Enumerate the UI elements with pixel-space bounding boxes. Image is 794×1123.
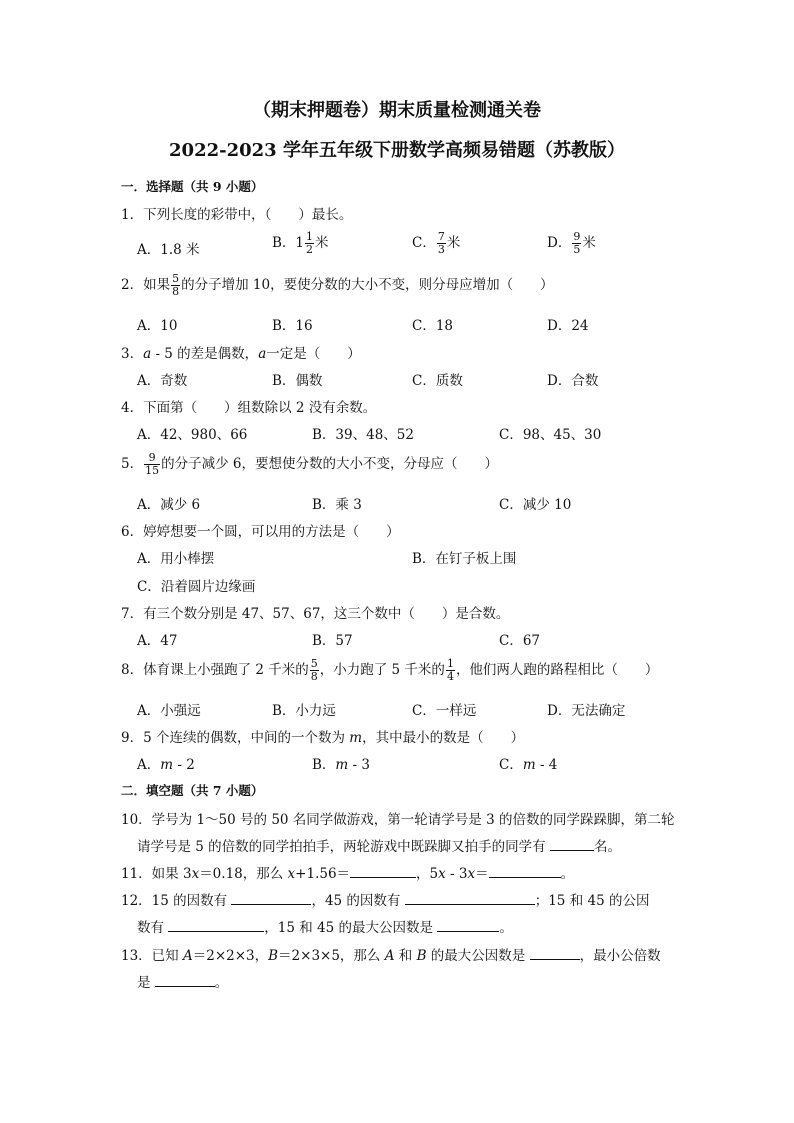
q9-option-a: A．m - 2	[137, 757, 195, 773]
q5-option-b: B．乘 3	[312, 497, 362, 513]
q9-option-c: C．m - 4	[499, 757, 558, 773]
question-10: 10．学号为 1～50 号的 50 名同学做游戏，第一轮请学号是 3 的倍数的同学跺跺脚，第二轮	[121, 812, 675, 828]
q5-option-c: C．减少 10	[499, 497, 572, 513]
fraction: $\frac{5}{8}$	[310, 657, 318, 683]
q1-option-d: D． $\frac{9}{5}$ 米	[547, 230, 596, 256]
question-1: 1．下列长度的彩带中，（ ）最长。	[121, 207, 353, 223]
answer-blank[interactable]	[437, 919, 499, 932]
question-3: 3．a - 5 的差是偶数，a一定是（ ）	[121, 346, 361, 362]
answer-blank[interactable]	[231, 892, 311, 905]
question-9: 9．5 个连续的偶数，中间的一个数为 m，其中最小的数是（ ）	[121, 730, 525, 746]
question-8: 8．体育课上小强跑了 2 千米的 $\frac{5}{8}$ ，小力跑了 5 千米的 $\frac{1}{4}$ ，他们两人跑的路程相比（ ）	[121, 657, 659, 683]
exam-title: （期末押题卷）期末质量检测通关卷	[253, 100, 541, 121]
q4-option-c: C．98、45、30	[499, 427, 602, 443]
q3-option-a: A．奇数	[137, 373, 188, 389]
question-5: 5． $\frac{9}{15}$ 的分子减少 6，要想使分数的大小不变，分母应（ ）	[121, 451, 498, 477]
answer-blank[interactable]	[168, 919, 264, 932]
q2-option-d: D．24	[547, 318, 589, 334]
q8-option-b: B．小力远	[272, 703, 336, 719]
q8-option-d: D．无法确定	[547, 703, 626, 719]
answer-blank[interactable]	[350, 865, 416, 878]
exam-subtitle: 2022-2023 学年五年级下册数学高频易错题（苏教版）	[169, 140, 625, 161]
q3-option-b: B．偶数	[272, 373, 323, 389]
answer-blank[interactable]	[550, 838, 594, 851]
q6-option-a: A．用小棒摆	[137, 551, 215, 567]
fraction: $\frac{1}{2}$	[306, 230, 314, 256]
q2-option-b: B．16	[272, 318, 313, 334]
fraction: $\frac{1}{4}$	[446, 657, 454, 683]
fraction: $\frac{5}{8}$	[172, 272, 180, 298]
question-6: 6．婷婷想要一个圆，可以用的方法是（ ）	[121, 524, 400, 540]
q7-option-a: A．47	[137, 633, 178, 649]
q2-option-c: C．18	[412, 318, 454, 334]
q7-option-b: B．57	[312, 633, 353, 649]
q6-option-c: C．沿着圆片边缘画	[137, 579, 256, 595]
question-2: 2．如果 $\frac{5}{8}$ 的分子增加 10，要使分数的大小不变，则分母应增加（ ）	[121, 272, 554, 298]
fraction: $\frac{9}{15}$	[145, 451, 160, 477]
question-7: 7．有三个数分别是 47、57、67，这三个数中（ ）是合数。	[121, 606, 510, 622]
answer-blank[interactable]	[489, 865, 561, 878]
q1-option-b: B．1 $\frac{1}{2}$ 米	[272, 230, 329, 256]
question-13: 13．已知 A＝2×2×3，B＝2×3×5，那么 A 和 B 的最大公因数是 ，最小公倍数	[121, 948, 661, 964]
section-choice: 一．选择题（共 9 小题）	[121, 179, 264, 194]
q7-option-c: C．67	[499, 633, 541, 649]
answer-blank[interactable]	[405, 892, 535, 905]
q3-option-d: D．合数	[547, 373, 599, 389]
q6-option-b: B．在钉子板上围	[412, 551, 517, 567]
question-11: 11．如果 3x＝0.18，那么 x+1.56＝ ，5x - 3x＝ 。	[121, 866, 575, 882]
q8-option-c: C．一样远	[412, 703, 477, 719]
fraction: $\frac{9}{5}$	[573, 230, 581, 256]
question-13-line2: 是 。	[137, 975, 229, 991]
section-fill: 二．填空题（共 7 小题）	[121, 783, 264, 798]
question-12: 12．15 的因数有 ，45 的因数有 ；15 和 45 的公因	[121, 893, 650, 909]
q4-option-b: B．39、48、52	[312, 427, 414, 443]
q4-option-a: A．42、980、66	[137, 427, 248, 443]
fraction: $\frac{7}{3}$	[437, 230, 445, 256]
q8-option-a: A．小强远	[137, 703, 201, 719]
q1-option-c: C． $\frac{7}{3}$ 米	[412, 230, 461, 256]
question-12-line2: 数有 ，15 和 45 的最大公因数是 。	[137, 920, 513, 936]
q9-option-b: B．m - 3	[312, 757, 370, 773]
q5-option-a: A．减少 6	[137, 497, 201, 513]
q2-option-a: A．10	[137, 318, 178, 334]
answer-blank[interactable]	[530, 947, 580, 960]
q3-option-c: C．质数	[412, 373, 463, 389]
answer-blank[interactable]	[155, 974, 215, 987]
question-4: 4．下面第（ ）组数除以 2 没有余数。	[121, 400, 377, 416]
q1-option-a: A．1.8 米	[137, 242, 200, 258]
question-10-line2: 请学号是 5 的倍数的同学拍拍手，两轮游戏中既跺脚又拍手的同学有 名。	[137, 839, 621, 855]
